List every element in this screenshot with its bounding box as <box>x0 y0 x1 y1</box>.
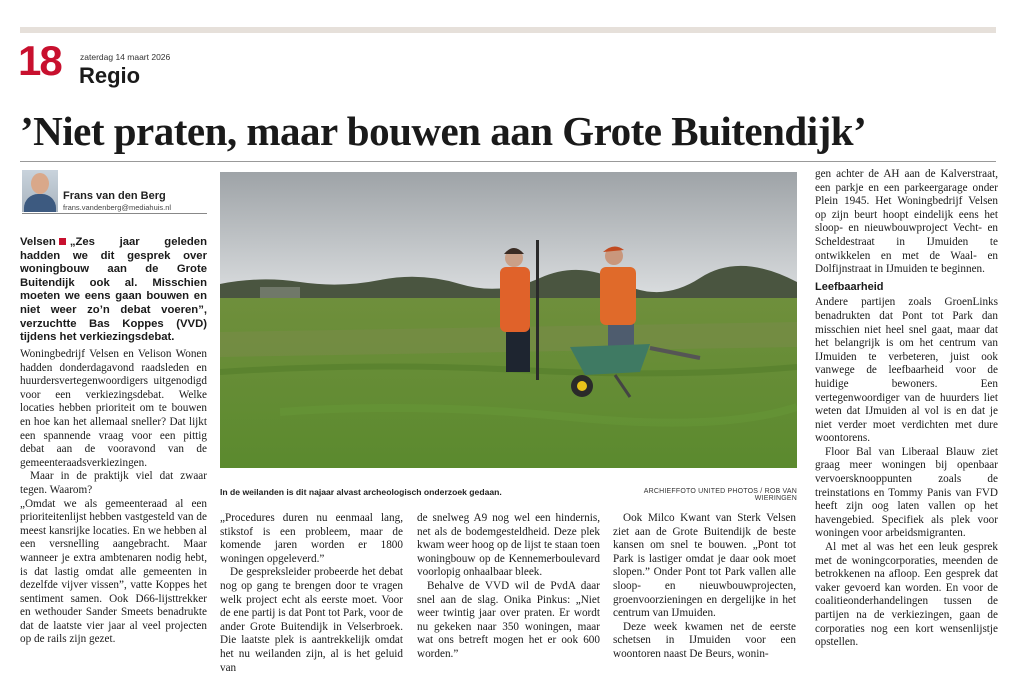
lead-text: „Zes jaar geleden hadden we dit gesprek over woningbouw aan de Grote Buitendijk ook al. Misschien moeten we eens gaan bouwen en niet weer zo’n debat voeren”, verzuchtte Bas Koppes (VVD) tijdens het verkiezingsdebat. <box>20 236 207 344</box>
paragraph: gen achter de AH aan de Kalverstraat, een parkje en een parkeergarage onder Plein 1945. Het Woningbedrijf Velsen op zijn beurt hoopt eindelijk eens het sloop- en nieuwbouwproject Vecht- en Scheldestraat in IJmuiden te ontwikkelen en met de Waal- en Dolfijnstraat in IJmuiden te beginnen. <box>815 168 998 276</box>
top-rule <box>20 27 996 33</box>
paragraph: „Procedures duren nu eenmaal lang, stikstof is een probleem, maar de komende jaren worden er 1800 woningen opgeleverd.” <box>220 512 403 565</box>
photo-caption: In de weilanden is dit najaar alvast archeologisch onderzoek gedaan. <box>220 487 502 497</box>
paragraph: Andere partijen zoals GroenLinks benadrukten dat Pont tot Park dan misschien niet heel snel gaat, maar dat het belangrijk is om het centrum van IJmuiden te verbeteren, juist ook vanwege de leefbaarheid voor de huidige bewoners. Een vertegenwoordiger van de huurders liet weten dat IJmuiden al vol is en dat je niet verder moet verdichten met dure woontorens. <box>815 296 998 445</box>
dateline-place: Velsen <box>20 236 56 248</box>
paragraph: Behalve de VVD wil de PvdA daar snel aan de slag. Onika Pinkus: „Niet weer twintig jaar over praten. Er wordt nu gekeken naar 350 woningen, maar wat ons betreft mogen het er ook 600 worden.” <box>417 579 600 660</box>
paragraph: Maar in de praktijk viel dat zwaar tegen. Waarom? <box>20 470 207 496</box>
article-headline: ’Niet praten, maar bouwen aan Grote Buitendijk’ <box>20 108 867 154</box>
article-photo <box>220 172 797 468</box>
paragraph: Woningbedrijf Velsen en Velison Wonen hadden donderdagavond raadsleden en huurdersvertegenwoordigers uitgenodigd voor een verkiezingsdebat. Welke locaties hebben prioriteit om te bouwen en hoe kan het allemaal sneller? Dat lijkt een spannende vraag voor een pittig debat aan de vooravond van de gemeenteraadsverkiezingen. <box>20 348 207 469</box>
author-name: Frans van den Berg <box>63 190 166 202</box>
author-byline <box>22 170 207 214</box>
article-lead <box>20 236 207 345</box>
paragraph: Deze week kwamen net de eerste schetsen in IJmuiden voor een woontoren naast De Beurs, wonin- <box>613 620 796 660</box>
paragraph: Al met al was het een leuk gesprek met de woningcorporaties, meenden de betrokkenen na afloop. Een gesprek dat vaker gevoerd kan worden. En voor de coalitieonderhandelingen tussen de partijen na de verkiezingen, gaan de corporaties nog een kort wensenlijstje opstellen. <box>815 541 998 649</box>
issue-date: zaterdag 14 maart 2026 <box>80 52 171 62</box>
paragraph: „Omdat we als gemeenteraad al een prioriteitenlijst hebben vastgesteld van de meest kansrijke locaties. En we hebben al een versnelling aangebracht. Maar wanneer je extra ambtenaren nodig hebt, is dat lastig omdat alle gemeenten in dezelfde vijver vissen”, vatte Koppes het sentiment samen. Ook D66-lijsttrekker en wethouder Sander Smeets benadrukte dat de laatste vier jaar al veel projecten op de rails zijn gezet. <box>20 497 207 646</box>
photo-credit: ARCHIEFFOTO UNITED PHOTOS / ROB VAN WIERINGEN <box>643 488 797 502</box>
article-column-5 <box>815 168 998 650</box>
paragraph: de snelweg A9 nog wel een hindernis, net als de bodemgesteldheid. Deze plek kwam weer hoog op de lijst te staan toen woningbouw op de Kennemerboulevard voorlopig onhaalbaar bleek. <box>417 512 600 579</box>
article-column-2 <box>220 512 403 675</box>
section-title: Regio <box>79 63 141 88</box>
archaeology-field-photo <box>220 172 797 468</box>
dateline-square-icon <box>59 238 66 245</box>
paragraph: Floor Bal van Liberaal Blauw ziet graag meer woningen bij openbaar vervoersknooppunten zoals de treinstations en Tommy Panis van FVD heeft zijn oog laten vallen op het havengebied. Specifiek als plek voor woningen voor arbeidsmigranten. <box>815 445 998 540</box>
article-column-1 <box>20 348 207 647</box>
article-column-4 <box>613 512 796 662</box>
author-avatar <box>22 170 58 212</box>
page-number: 18 <box>18 37 61 84</box>
headline-divider <box>20 161 996 162</box>
paragraph: Ook Milco Kwant van Sterk Velsen ziet aan de Grote Buitendijk de beste kansen om snel te bouwen. „Pont tot Park is lastiger omdat je daar ook moet slopen.” Onder Pont tot Park vallen alle sloop- en nieuwbouwprojecten, groenvoorzieningen en dergelijke in het centrum van IJmuiden. <box>613 512 796 620</box>
author-email[interactable]: frans.vandenberg@mediahuis.nl <box>63 203 172 212</box>
paragraph: De gespreksleider probeerde het debat nog op gang te brengen door te vragen welk project echt als eerste moet. Voor de ene partij is dat Pont tot Park, voor de ander Grote Buitendijk in Velserbroek. Die laatste plek is aantrekkelijk omdat het nu weilanden zijn, al is het geluid van <box>220 566 403 674</box>
article-column-3 <box>417 512 600 662</box>
subheading: Leefbaarheid <box>815 280 884 293</box>
